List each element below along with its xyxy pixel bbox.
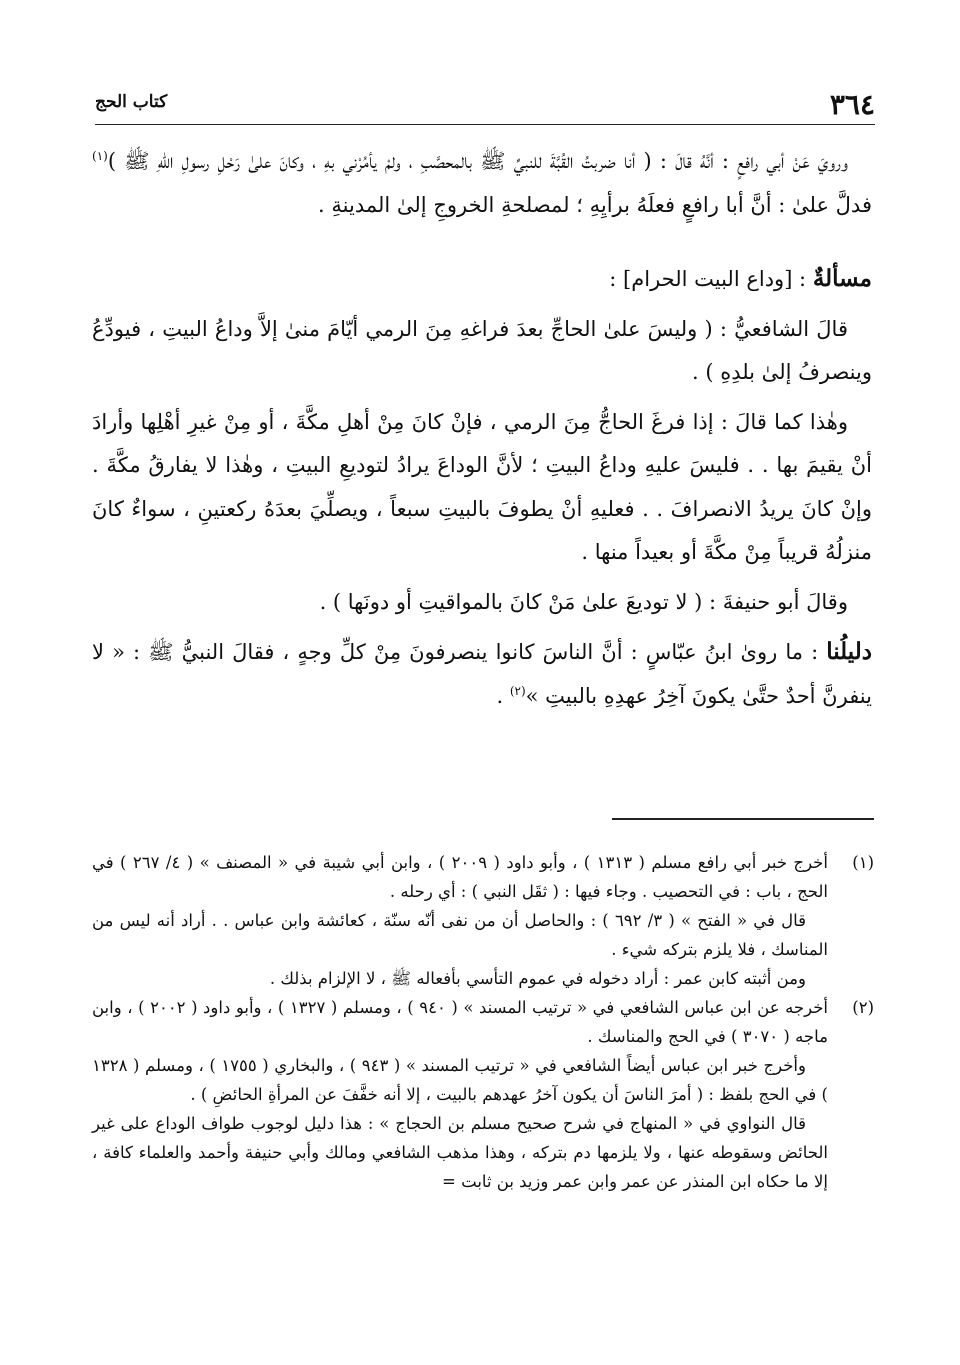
masala-label: مسألةٌ [812, 265, 872, 292]
masala-title: : [وداع البيت الحرام] : [609, 267, 813, 291]
paragraph-text: فدلَّ علىٰ : أنَّ أبا رافعٍ فعلَهُ برأيِهِ ؛ لمصلحةِ الخروجِ إلىٰ المدينةِ . [318, 192, 872, 217]
running-title: كتاب الحج [95, 92, 168, 112]
masala-heading [92, 257, 872, 302]
footnote-paragraph: أخرجه عن ابن عباس الشافعي في « ترتيب المسند » ( ٩٤٠ ) ، ومسلم ( ١٣٢٧ ) ، وأبو داود ( ٢٠٠٢ ) ، وابن ماجه ( ٣٠٧٠ ) في الحج والمناسك . [92, 998, 829, 1046]
paragraph-text: : ما روىٰ ابنُ عبّاسٍ : أنَّ الناسَ كانوا ينصرفونَ مِنْ كلِّ وجهٍ ، فقالَ النبيُّ ﷺ : « لا ينفرنَّ أحدٌ حتَّىٰ يكونَ آخِرُ عهدِهِ بالبيتِ » [92, 640, 872, 708]
footnote-separator [612, 818, 874, 820]
page-number: ٣٦٤ [829, 88, 875, 121]
paragraph-abu-hanifa: وقالَ أبو حنيفةَ : ( لا توديعَ علىٰ مَنْ كانَ بالمواقيتِ أو دونَها ) . [319, 589, 848, 614]
footnote-number: (٢) [852, 998, 874, 1017]
footnote-ref-2[interactable]: (٢) [509, 683, 526, 698]
page-header [95, 84, 875, 125]
paragraph-dalil [92, 630, 872, 718]
footnote-number: (١) [852, 853, 874, 872]
footnote-1 [92, 848, 874, 993]
paragraph-explanation: وهٰذا كما قالَ : إذا فرغَ الحاجُّ مِنَ الرمي ، فإنْ كانَ مِنْ أهلِ مكَّةَ ، أو مِنْ غيرِ أهْلِها وأرادَ أنْ يقيمَ بها . . فليسَ عليهِ وداعُ البيتِ ؛ لأنَّ الوداعَ يرادُ لتوديعِ البيتِ ، وهٰذا لا يفارقُ مكَّةَ . وإنْ كانَ يريدُ الانصرافَ . . فعليهِ أنْ يطوفَ بالبيتِ سبعاً ، ويصلِّيَ بعدَهُ ركعتينِ ، سواءٌ كانَ منزلُهُ قريباً مِنْ مكَّةَ أو بعيداً منها . [92, 409, 872, 564]
footnote-2 [92, 993, 874, 1196]
footnote-ref-1[interactable]: (١) [92, 149, 108, 163]
paragraph-text: ورويَ عَنْ أبي رافعٍ : أنَّهُ قالَ : ( أنا ضربتُ القُبَّةَ للنبيِّ ﷺ بالمحصَّبِ ، ولمْ يأمُرْني بهِ ، وكانَ علىٰ رَحْلِ رسولِ اللهِ ﷺ ) [107, 149, 848, 173]
paragraph-text: . [496, 683, 510, 708]
paragraph-abu-rafi [92, 140, 872, 227]
footnotes [92, 848, 874, 1196]
paragraph-shafii: قالَ الشافعيُّ : ( وليسَ علىٰ الحاجِّ بعدَ فراغهِ مِنَ الرمي أيّامَ منىٰ إلاَّ وداعُ البيتِ ، فيودِّعُ وينصرفُ إلىٰ بلدِهِ ) . [92, 316, 872, 384]
footnote-paragraph: وأخرج خبر ابن عباس أيضاً الشافعي في « ترتيب المسند » ( ٩٤٣ ) ، والبخاري ( ١٧٥٥ ) ، ومسلم ( ١٣٢٨ ) في الحج بلفظ : ( أمرَ الناسَ أن يكون آخرُ عهدهم بالبيت ، إلا أنه خفَّفَ عن المرأةِ الحائضِ ) . [92, 1056, 828, 1104]
main-text [92, 140, 872, 718]
footnote-paragraph: أخرج خبر أبي رافع مسلم ( ١٣١٣ ) ، وأبو داود ( ٢٠٠٩ ) ، وابن أبي شيبة في « المصنف » ( ٤/ ٢٦٧ ) في الحج ، باب : في التحصيب . وجاء فيها : ( ثقَل النبي ) : أي رحله . [92, 853, 828, 901]
footnote-paragraph: قال النواوي في « المنهاج في شرح صحيح مسلم بن الحجاج » : هذا دليل لوجوب طواف الوداع على غير الحائض وسقوطه عنها ، ولا يلزمها دم بتركه ، وهذا مذهب الشافعي ومالك وأبي حنيفة وأحمد والعلماء كافة ، إلا ما حكاه ابن المنذر عن عمر وابن عمر وزيد بن ثابت = [92, 1114, 828, 1191]
footnote-paragraph: قال في « الفتح » ( ٣/ ٦٩٢ ) : والحاصل أن من نفى أنّه سنّة ، كعائشة وابن عباس . . أراد أنه ليس من المناسك ، فلا يلزم بتركه شيء . [92, 911, 828, 959]
dalil-label: دليلُنا [826, 638, 872, 665]
footnote-paragraph: ومن أثبته كابن عمر : أراد دخوله في عموم التأسي بأفعاله ﷺ ، لا الإلزام بذلك . [269, 969, 806, 988]
